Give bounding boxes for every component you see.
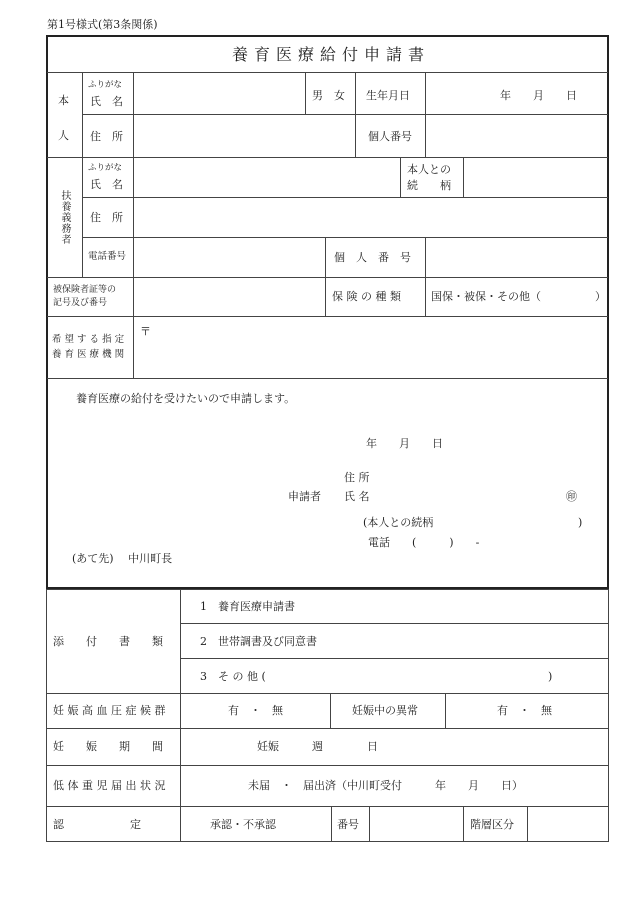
child-dob-label: 生年月日	[366, 89, 410, 102]
pih-label: 妊 娠 高 血 圧 症 候 群	[53, 704, 166, 717]
lbw-label: 低 体 重 児 届 出 状 況	[53, 779, 166, 792]
institution-label-2: 養 育 医 療 機 関	[52, 349, 125, 360]
guardian-personal-number-label: 個 人 番 号	[334, 251, 411, 264]
institution-label-1: 希 望 す る 指 定	[52, 334, 125, 345]
attachment-item-3-close: )	[548, 670, 553, 683]
insurance-type-close: ）	[595, 290, 606, 303]
pregnancy-abnormal-label: 妊娠中の異常	[352, 704, 418, 717]
attachment-item-2: 2 世帯調書及び同意書	[200, 635, 317, 648]
guardian-phone-field[interactable]	[134, 238, 324, 276]
guardian-phone-label: 電話番号	[88, 251, 127, 262]
declaration-date[interactable]: 年 月 日	[366, 437, 443, 450]
child-dob-value[interactable]: 年 月 日	[500, 89, 577, 102]
insurance-type-label: 保 険 の 種 類	[332, 290, 401, 303]
guardian-relation-label-1: 本人との	[407, 163, 451, 176]
approval-number-field[interactable]	[370, 807, 462, 841]
insurance-number-field[interactable]	[134, 278, 324, 315]
declaration-text: 養育医療の給付を受けたいので申請します。	[76, 392, 296, 405]
applicant-relation-close: )	[578, 516, 583, 529]
guardian-section-label: 扶養義務者	[59, 190, 70, 245]
seal-mark: ㊞	[566, 490, 577, 503]
child-furigana-label: ふりがな	[88, 80, 123, 90]
gestation-value[interactable]: 妊娠 週 日	[257, 740, 378, 753]
institution-field[interactable]	[134, 317, 607, 377]
applicant-address-label: 住 所	[344, 471, 370, 484]
insurance-label-1: 被保険者証等の	[53, 285, 117, 295]
approval-label: 認 定	[53, 818, 141, 831]
guardian-relation-label-2: 続 柄	[407, 179, 451, 192]
addressee: (あて先) 中川町長	[72, 552, 173, 565]
tier-field[interactable]	[528, 807, 608, 841]
applicant-label: 申請者	[288, 490, 321, 503]
approval-number-label: 番号	[337, 818, 359, 831]
form-title: 養育医療給付申請書	[232, 45, 431, 64]
child-address-field[interactable]	[134, 115, 354, 156]
child-name-field[interactable]	[134, 73, 304, 114]
guardian-name-field[interactable]	[134, 158, 399, 196]
guardian-personal-number-field[interactable]	[426, 238, 607, 276]
guardian-relation-field[interactable]	[464, 158, 607, 196]
lbw-value[interactable]: 未届 ・ 届出済（中川町受付 年 月 日）	[248, 779, 523, 792]
gestation-label: 妊 娠 期 間	[53, 740, 163, 753]
tier-label: 階層区分	[470, 818, 514, 831]
child-address-label: 住 所	[90, 130, 123, 143]
guardian-furigana-label: ふりがな	[88, 163, 123, 173]
form-number: 第1号様式(第3条関係)	[47, 18, 158, 31]
pih-value[interactable]: 有 ・ 無	[228, 704, 283, 717]
guardian-name-label: 氏 名	[90, 178, 123, 191]
child-name-label: 氏 名	[90, 95, 123, 108]
applicant-name-label: 氏 名	[344, 490, 370, 503]
child-personal-number-label: 個人番号	[368, 130, 412, 143]
insurance-type-value[interactable]: 国保・被保・その他（	[431, 290, 541, 303]
applicant-relation-label: (本人との続柄	[363, 516, 434, 529]
applicant-phone[interactable]: 電話 ( ) -	[368, 536, 480, 549]
postal-mark: 〒	[140, 325, 151, 338]
guardian-address-label: 住 所	[90, 211, 123, 224]
guardian-address-field[interactable]	[134, 198, 607, 236]
attachments-label: 添 付 書 類	[53, 635, 163, 648]
child-personal-number-field[interactable]	[426, 115, 607, 156]
pregnancy-abnormal-value[interactable]: 有 ・ 無	[497, 704, 552, 717]
insurance-label-2: 記号及び番号	[53, 298, 108, 308]
child-section-label-2: 人	[58, 129, 69, 142]
child-section-label-1: 本	[58, 94, 69, 107]
attachment-item-1: 1 養育医療申請書	[200, 600, 295, 613]
approval-value[interactable]: 承認・不承認	[210, 818, 276, 831]
child-sex-options[interactable]: 男 女	[312, 89, 345, 102]
attachment-item-3[interactable]: 3 そ の 他 (	[200, 670, 266, 683]
